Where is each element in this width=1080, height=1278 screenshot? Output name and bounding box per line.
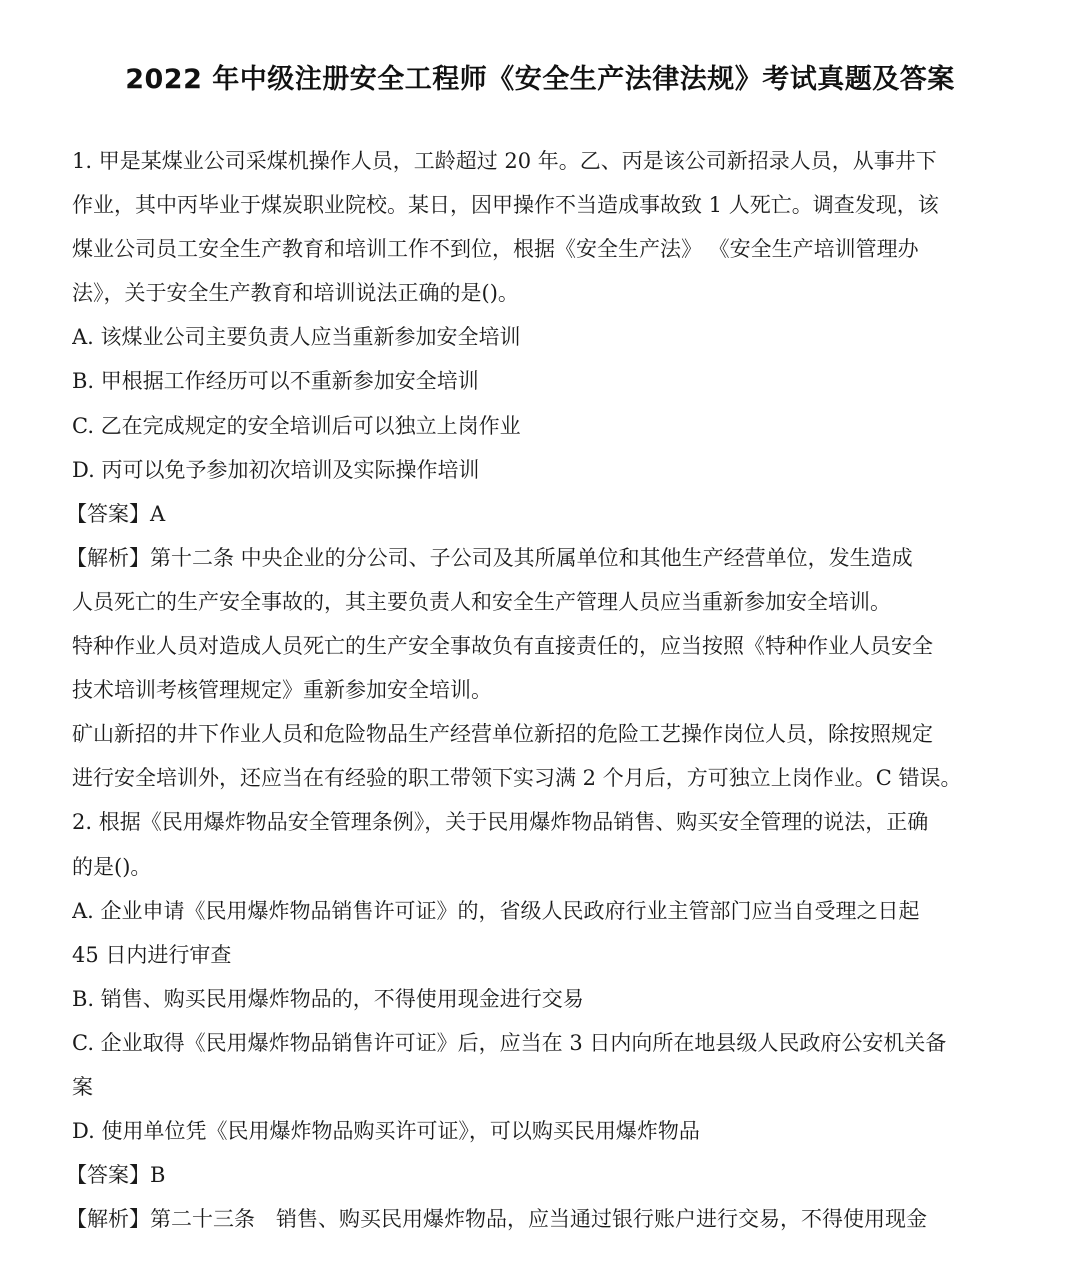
q1-analysis-line-1: 【解析】第十二条 中央企业的分公司、子公司及其所属单位和其他生产经营单位，发生造成 [66,545,913,570]
q1-stem-line-1: 1. 甲是某煤业公司采煤机操作人员，工龄超过 20 年。乙、丙是该公司新招录人员，从事井下 [72,149,937,173]
q1-stem-line-3: 煤业公司员工安全生产教育和培训工作不到位，根据《安全生产法》 《安全生产培训管理办 [72,237,919,262]
q2-option-b: B. 销售、购买民用爆炸物品的，不得使用现金进行交易 [72,986,584,1011]
q1-analysis-line-4: 技术培训考核管理规定》重新参加安全培训。 [72,678,492,703]
q1-option-d: D. 丙可以免予参加初次培训及实际操作培训 [72,457,480,482]
document-body [66,139,990,1241]
q1-analysis-line-6: 进行安全培训外，还应当在有经验的职工带领下实习满 2 个月后，方可独立上岗作业。C 错误。 [72,766,962,791]
q1-stem-line-2: 作业，其中丙毕业于煤炭职业院校。某日，因甲操作不当造成事故致 1 人死亡。调查发现，该 [72,193,939,218]
q1-answer: 【答案】A [66,501,166,526]
q2-stem-line-1: 2. 根据《民用爆炸物品安全管理条例》，关于民用爆炸物品销售、购买安全管理的说法，正确 [72,810,929,835]
q1-stem-line-4: 法》，关于安全生产教育和培训说法正确的是()。 [72,281,519,306]
q2-option-c-line-1: C. 企业取得《民用爆炸物品销售许可证》后，应当在 3 日内向所在地县级人民政府公安机关备 [72,1030,947,1055]
q2-analysis-line-1: 【解析】第二十三条 销售、购买民用爆炸物品，应当通过银行账户进行交易，不得使用现金 [66,1207,927,1232]
q1-option-b: B. 甲根据工作经历可以不重新参加安全培训 [72,369,479,394]
q1-option-c: C. 乙在完成规定的安全培训后可以独立上岗作业 [72,413,521,438]
q1-analysis-line-3: 特种作业人员对造成人员死亡的生产安全事故负有直接责任的，应当按照《特种作业人员安全 [72,634,933,659]
q2-option-c-line-2: 案 [72,1074,93,1099]
page-title: 2022 年中级注册安全工程师《安全生产法律法规》考试真题及答案 [125,64,955,95]
q2-stem-line-2: 的是()。 [72,854,152,879]
q1-option-a: A. 该煤业公司主要负责人应当重新参加安全培训 [72,325,521,350]
q1-analysis-line-5: 矿山新招的井下作业人员和危险物品生产经营单位新招的危险工艺操作岗位人员，除按照规定 [72,722,933,747]
q1-analysis-line-2: 人员死亡的生产安全事故的，其主要负责人和安全生产管理人员应当重新参加安全培训。 [72,589,891,614]
q2-option-d: D. 使用单位凭《民用爆炸物品购买许可证》，可以购买民用爆炸物品 [72,1119,700,1144]
q2-option-a-line-2: 45 日内进行审查 [72,942,232,967]
q2-answer: 【答案】B [66,1163,166,1188]
q2-option-a-line-1: A. 企业申请《民用爆炸物品销售许可证》的，省级人民政府行业主管部门应当自受理之日起 [72,898,920,923]
